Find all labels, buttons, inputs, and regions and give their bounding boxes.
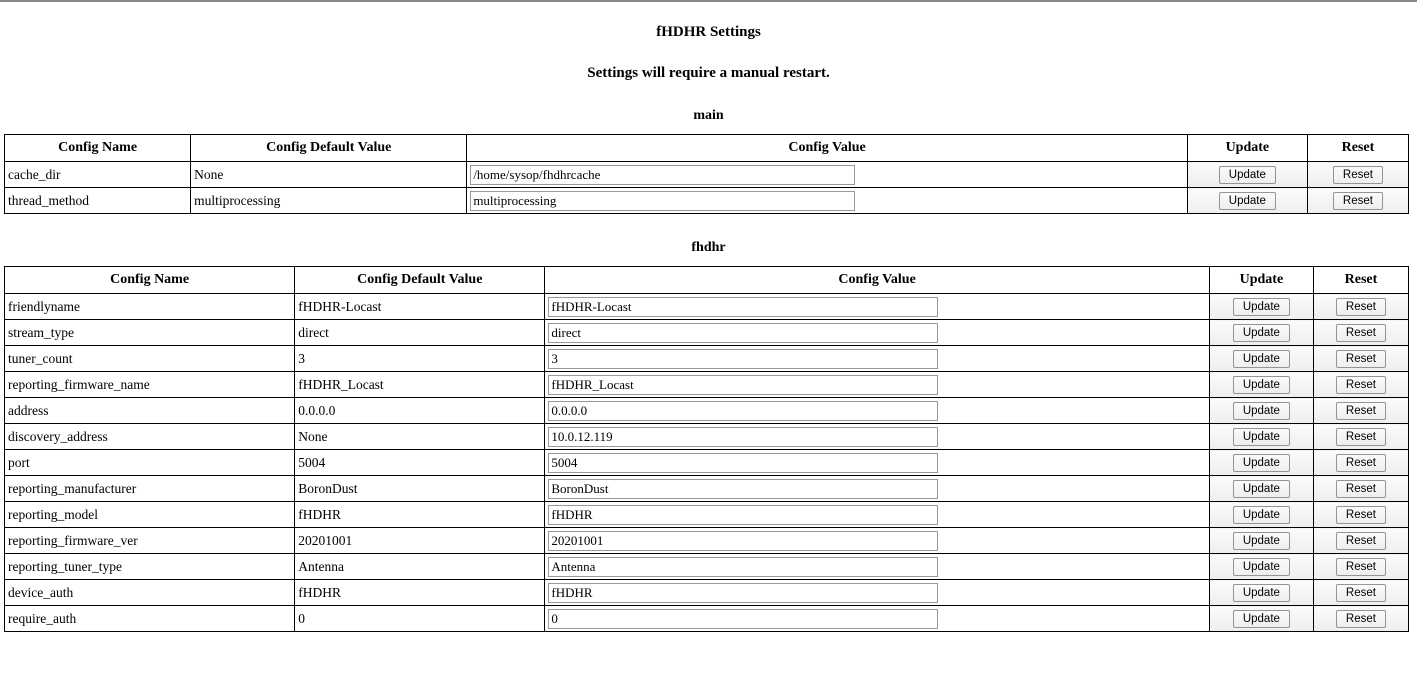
reset-button[interactable]: Reset [1336,428,1386,446]
config-value-cell [467,188,1188,214]
reset-cell [1313,502,1408,528]
update-cell [1209,476,1313,502]
config-default-value: fHDHR-Locast [295,294,545,320]
reset-button[interactable]: Reset [1336,584,1386,602]
reset-button[interactable]: Reset [1336,480,1386,498]
config-name: reporting_model [5,502,295,528]
update-cell [1209,580,1313,606]
config-default-value: 0.0.0.0 [295,398,545,424]
reset-button[interactable]: Reset [1336,298,1386,316]
config-name: thread_method [5,188,191,214]
config-name: reporting_manufacturer [5,476,295,502]
config-default-value: direct [295,320,545,346]
top-divider [0,0,1417,2]
table-row [5,450,1409,476]
reset-button[interactable]: Reset [1336,506,1386,524]
config-default-value: fHDHR [295,580,545,606]
update-cell [1209,398,1313,424]
config-value-cell [545,424,1209,450]
update-button[interactable]: Update [1233,428,1290,446]
config-value-input[interactable] [548,583,938,603]
reset-cell [1313,294,1408,320]
reset-button[interactable]: Reset [1333,192,1383,210]
config-value-input[interactable] [548,427,938,447]
settings-table-fhdhr [4,266,1409,632]
update-cell [1209,528,1313,554]
config-value-input[interactable] [548,453,938,473]
reset-button[interactable]: Reset [1336,532,1386,550]
update-cell [1209,346,1313,372]
column-header-update: Update [1209,267,1313,294]
config-default-value: fHDHR_Locast [295,372,545,398]
reset-button[interactable]: Reset [1336,558,1386,576]
reset-cell [1313,450,1408,476]
config-value-input[interactable] [548,297,938,317]
table-row [5,372,1409,398]
update-cell [1209,372,1313,398]
table-row [5,476,1409,502]
table-row [5,346,1409,372]
reset-cell [1313,606,1408,632]
column-header-config-value: Config Value [467,135,1188,162]
config-value-cell [545,346,1209,372]
update-button[interactable]: Update [1233,376,1290,394]
reset-cell [1313,554,1408,580]
config-value-input[interactable] [548,349,938,369]
settings-rows-fhdhr [5,294,1409,632]
config-value-cell [545,398,1209,424]
reset-cell [1313,528,1408,554]
table-row [5,528,1409,554]
config-value-cell [545,606,1209,632]
column-header-config-value: Config Value [545,267,1209,294]
reset-cell [1313,580,1408,606]
reset-cell [1307,188,1408,214]
config-default-value: BoronDust [295,476,545,502]
section-title-main: main [693,108,724,123]
update-cell [1209,450,1313,476]
config-value-cell [467,162,1188,188]
reset-cell [1307,162,1408,188]
config-default-value: 20201001 [295,528,545,554]
update-cell [1209,294,1313,320]
config-value-cell [545,294,1209,320]
column-header-config-name: Config Name [5,135,191,162]
config-name: reporting_tuner_type [5,554,295,580]
config-default-value: multiprocessing [191,188,467,214]
update-cell [1209,320,1313,346]
config-value-input[interactable] [548,531,938,551]
reset-button[interactable]: Reset [1333,166,1383,184]
update-button[interactable]: Update [1219,192,1276,210]
reset-cell [1313,372,1408,398]
config-default-value: None [191,162,467,188]
config-name: require_auth [5,606,295,632]
table-row [5,580,1409,606]
config-value-input[interactable] [548,479,938,499]
config-default-value: Antenna [295,554,545,580]
config-name: discovery_address [5,424,295,450]
update-button[interactable]: Update [1233,324,1290,342]
config-name: tuner_count [5,346,295,372]
config-name: reporting_firmware_name [5,372,295,398]
config-value-cell [545,528,1209,554]
column-header-config-default-value: Config Default Value [191,135,467,162]
table-row [5,606,1409,632]
config-default-value: 0 [295,606,545,632]
config-default-value: fHDHR [295,502,545,528]
update-cell [1187,162,1307,188]
column-header-config-default-value: Config Default Value [295,267,545,294]
reset-button[interactable]: Reset [1336,454,1386,472]
config-name: cache_dir [5,162,191,188]
config-value-cell [545,502,1209,528]
table-row [5,502,1409,528]
config-value-cell [545,476,1209,502]
config-value-cell [545,554,1209,580]
section-title-fhdhr: fhdhr [691,240,726,255]
reset-cell [1313,424,1408,450]
update-button[interactable]: Update [1233,402,1290,420]
update-button[interactable]: Update [1233,558,1290,576]
column-header-config-name: Config Name [5,267,295,294]
config-value-input[interactable] [548,557,938,577]
reset-button[interactable]: Reset [1336,402,1386,420]
reset-cell [1313,320,1408,346]
config-name: stream_type [5,320,295,346]
update-button[interactable]: Update [1233,610,1290,628]
config-value-input[interactable] [548,609,938,629]
update-cell [1209,424,1313,450]
reset-button[interactable]: Reset [1336,376,1386,394]
config-name: device_auth [5,580,295,606]
reset-cell [1313,398,1408,424]
table-row [5,294,1409,320]
update-button[interactable]: Update [1219,166,1276,184]
update-cell [1209,502,1313,528]
page-title: fHDHR Settings [656,24,761,40]
table-row [5,554,1409,580]
config-value-cell [545,320,1209,346]
reset-button[interactable]: Reset [1336,350,1386,368]
config-value-input[interactable] [548,505,938,525]
table-header-row [5,135,1409,162]
config-value-input[interactable] [548,375,938,395]
config-name: reporting_firmware_ver [5,528,295,554]
column-header-reset: Reset [1313,267,1408,294]
table-row [5,424,1409,450]
config-value-cell [545,450,1209,476]
column-header-update: Update [1187,135,1307,162]
config-value-cell [545,372,1209,398]
update-cell [1187,188,1307,214]
table-header-row [5,267,1409,294]
config-value-input[interactable] [548,401,938,421]
table-row [5,320,1409,346]
reset-button[interactable]: Reset [1336,610,1386,628]
table-row [5,162,1409,188]
update-button[interactable]: Update [1233,350,1290,368]
update-button[interactable]: Update [1233,480,1290,498]
reset-button[interactable]: Reset [1336,324,1386,342]
config-name: friendlyname [5,294,295,320]
config-name: port [5,450,295,476]
restart-notice: Settings will require a manual restart. [587,65,830,81]
config-default-value: 3 [295,346,545,372]
config-name: address [5,398,295,424]
config-default-value: 5004 [295,450,545,476]
table-row [5,188,1409,214]
update-button[interactable]: Update [1233,506,1290,524]
config-value-input[interactable] [470,191,855,211]
reset-cell [1313,476,1408,502]
table-row [5,398,1409,424]
config-value-cell [545,580,1209,606]
update-button[interactable]: Update [1233,454,1290,472]
settings-table-main [4,134,1409,214]
update-button[interactable]: Update [1233,298,1290,316]
reset-cell [1313,346,1408,372]
config-value-input[interactable] [548,323,938,343]
column-header-reset: Reset [1307,135,1408,162]
update-cell [1209,554,1313,580]
update-button[interactable]: Update [1233,532,1290,550]
config-default-value: None [295,424,545,450]
update-button[interactable]: Update [1233,584,1290,602]
config-value-input[interactable] [470,165,855,185]
update-cell [1209,606,1313,632]
